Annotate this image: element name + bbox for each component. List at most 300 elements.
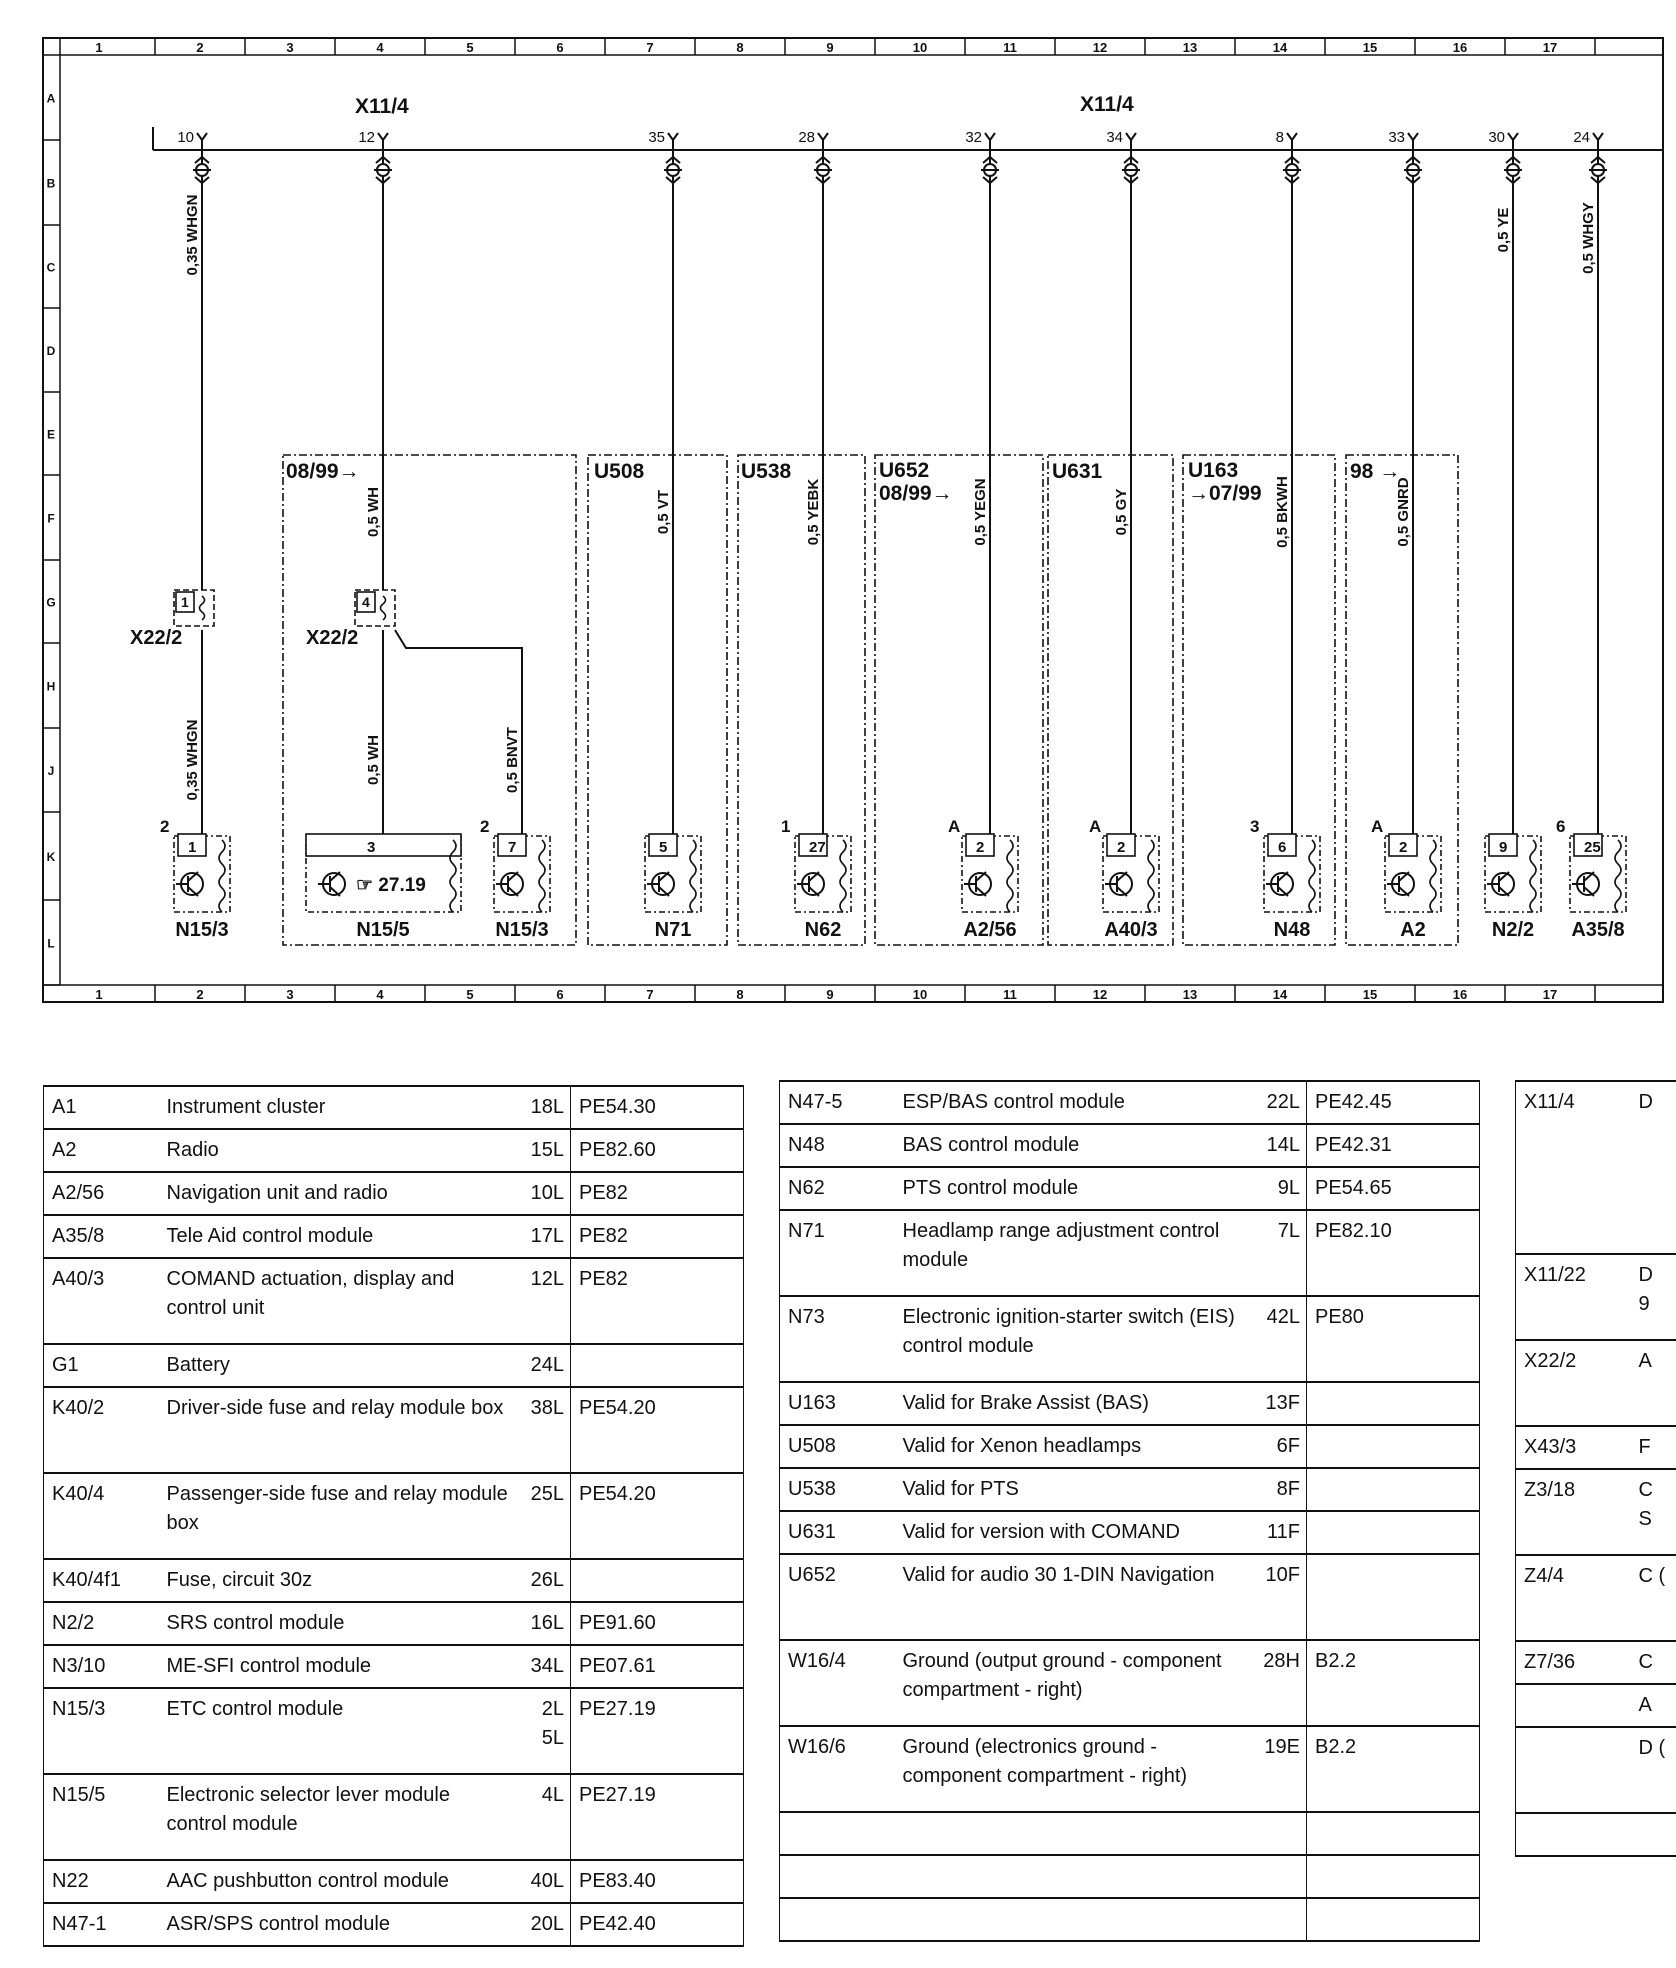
- legend-desc: ASR/SPS control module: [166, 1913, 390, 1935]
- component-pin-number: 3: [367, 839, 376, 856]
- legend-loc: 20L: [519, 1903, 571, 1946]
- component-pin-number: 2: [1117, 839, 1126, 856]
- legend-desc: Driver-side fuse and relay module box: [166, 1397, 504, 1419]
- legend-loc: 40L: [519, 1860, 571, 1903]
- legend-code: A2: [44, 1129, 159, 1172]
- legend-desc: A: [1638, 1350, 1652, 1372]
- legend-code: [1516, 1813, 1631, 1856]
- legend-loc: 15L: [519, 1129, 571, 1172]
- component-reference: ☞ 27.19: [356, 875, 426, 896]
- connector-pin-10: [177, 129, 211, 183]
- legend-code: N48: [780, 1124, 895, 1167]
- box-label-u652-date: 08/99→: [879, 482, 953, 505]
- legend-code: [780, 1855, 895, 1898]
- legend-row: [44, 1129, 744, 1172]
- grid-column-label: 13: [1182, 987, 1198, 1002]
- component-n62: [781, 817, 851, 941]
- grid-column-label: 10: [912, 987, 928, 1002]
- grid-column-label: 13: [1182, 40, 1198, 55]
- wire-label: 0,5 WHGY: [1580, 202, 1597, 274]
- legend-ref: PE54.20: [571, 1473, 744, 1559]
- legend-row: [44, 1903, 744, 1946]
- connector-pin-32: [965, 129, 999, 183]
- grid-column-label: 9: [826, 987, 834, 1002]
- legend-row: [1516, 1469, 1676, 1555]
- legend-desc: Ground (electronics ground - component compartment - right): [902, 1736, 1188, 1787]
- component-label: N2/2: [1491, 919, 1535, 941]
- connector-label-x11-4-right: X11/4: [1080, 93, 1134, 116]
- pins-layer: [130, 129, 1626, 941]
- legend-ref: PE82: [571, 1172, 744, 1215]
- connector-pin-34: [1106, 129, 1140, 183]
- legend-code: Z3/18: [1516, 1469, 1631, 1555]
- legend-loc: 10F: [1255, 1554, 1307, 1640]
- legend-row: [780, 1855, 1480, 1898]
- component-n2-2: [1485, 834, 1541, 941]
- wire-label: 0,5 GY: [1113, 488, 1130, 536]
- legend-code: A35/8: [44, 1215, 159, 1258]
- legend-loc: 10L: [519, 1172, 571, 1215]
- box-label-u652: U652: [879, 459, 930, 482]
- legend-ref: PE42.45: [1307, 1081, 1480, 1124]
- legend-loc: 26L: [519, 1559, 571, 1602]
- pin-number: 35: [648, 129, 665, 146]
- grid-row-label: F: [47, 511, 55, 526]
- wire-label: 0,5 YEGN: [972, 478, 989, 546]
- legend-desc: Radio: [166, 1139, 219, 1161]
- grid-column-label: 12: [1092, 40, 1108, 55]
- legend-ref: PE54.30: [571, 1086, 744, 1129]
- connector-pin-number: 4: [362, 594, 370, 610]
- component-a35-8: [1556, 817, 1626, 941]
- legend-ref: [1307, 1812, 1480, 1855]
- wire-label: 0,5 GNRD: [1395, 477, 1412, 547]
- legend-row: [780, 1124, 1480, 1167]
- legend-code: Z7/36: [1516, 1641, 1631, 1684]
- legend-desc: A: [1638, 1694, 1652, 1716]
- component-label: N15/3: [175, 919, 229, 941]
- component-lead-label: 2: [480, 817, 490, 836]
- legend-code: N73: [780, 1296, 895, 1382]
- legend-desc: C (: [1638, 1565, 1666, 1587]
- legend-loc: 7L: [1255, 1210, 1307, 1296]
- legend-ref: PE82.10: [1307, 1210, 1480, 1296]
- grid-column-label: 6: [556, 40, 564, 55]
- legend-row: [780, 1468, 1480, 1511]
- box-label-98: 98 →: [1350, 460, 1401, 483]
- box-label-08-99: 08/99→: [286, 460, 360, 483]
- legend-ref: PE07.61: [571, 1645, 744, 1688]
- grid-row-label: L: [47, 936, 55, 951]
- grid-column-label: 15: [1362, 987, 1378, 1002]
- legend-table-2: [779, 1080, 1480, 1942]
- legend-desc: F: [1638, 1436, 1651, 1458]
- component-label: A2/56: [963, 919, 1017, 941]
- grid-column-label: 10: [912, 40, 928, 55]
- grid-row-label: A: [46, 91, 56, 106]
- legend-code: X11/4: [1516, 1081, 1631, 1254]
- grid-column-label: 2: [196, 40, 204, 55]
- connector-pin-35: [648, 129, 682, 183]
- legend-desc: C: [1638, 1651, 1653, 1673]
- diagram-frame: [43, 38, 1663, 1002]
- legend-loc: 16L: [519, 1602, 571, 1645]
- legend-ref: [1307, 1511, 1480, 1554]
- legend-ref: PE54.65: [1307, 1167, 1480, 1210]
- grid-column-label: 3: [286, 987, 294, 1002]
- legend-code: N71: [780, 1210, 895, 1296]
- grid-column-label: 14: [1272, 987, 1288, 1002]
- legend-desc: Fuse, circuit 30z: [166, 1569, 313, 1591]
- legend-code: N47-1: [44, 1903, 159, 1946]
- grid-column-ruler-top: [95, 38, 1595, 55]
- connector-pin-8: [1276, 129, 1301, 183]
- legend-loc: 38L: [519, 1387, 571, 1473]
- pin-number: 28: [798, 129, 815, 146]
- connector-label-x22-2: X22/2: [306, 627, 359, 649]
- component-label: N48: [1273, 919, 1311, 941]
- pin-number: 12: [358, 129, 375, 146]
- legend-loc: 24L: [519, 1344, 571, 1387]
- component-n48: [1250, 817, 1320, 941]
- legend-loc: 6F: [1255, 1425, 1307, 1468]
- legend-desc: SRS control module: [166, 1612, 345, 1634]
- connector-label-x11-4-left: X11/4: [355, 95, 409, 118]
- legend-loc: 2L 5L: [519, 1688, 571, 1774]
- connector-label-x22-2: X22/2: [130, 627, 183, 649]
- grid-column-label: 16: [1452, 987, 1468, 1002]
- grid-column-label: 1: [95, 40, 103, 55]
- grid-row-label: E: [46, 427, 56, 442]
- box-label-u631: U631: [1052, 460, 1103, 483]
- legend-code: K40/4f1: [44, 1559, 159, 1602]
- legend-row: [44, 1688, 744, 1774]
- legend-code: X22/2: [1516, 1340, 1631, 1426]
- legend-code: K40/4: [44, 1473, 159, 1559]
- legend-row: [44, 1473, 744, 1559]
- grid-column-label: 17: [1542, 987, 1558, 1002]
- component-n15-5: [306, 834, 461, 941]
- connector-pin-number: 1: [181, 594, 189, 610]
- legend-desc: Valid for Xenon headlamps: [902, 1435, 1142, 1457]
- grid-column-label: 4: [376, 987, 384, 1002]
- legend-code: A1: [44, 1086, 159, 1129]
- connector-x22-2-b: [306, 590, 395, 649]
- legend-row: [1516, 1684, 1676, 1727]
- legend-desc: Passenger-side fuse and relay module box: [166, 1483, 508, 1534]
- legend-row: [44, 1086, 744, 1129]
- legend-loc: 42L: [1255, 1296, 1307, 1382]
- pin-number: 8: [1275, 129, 1284, 146]
- legend-ref: PE27.19: [571, 1688, 744, 1774]
- legend-desc: Instrument cluster: [166, 1096, 326, 1118]
- legend-loc: 22L: [1255, 1081, 1307, 1124]
- legend-code: [1516, 1727, 1631, 1813]
- option-box-labels: [286, 459, 1400, 505]
- legend-row: [780, 1812, 1480, 1855]
- component-pin-number: 2: [1399, 839, 1408, 856]
- wire-label-bottom: 0,35 WHGN: [184, 719, 201, 801]
- legend-loc: [1255, 1855, 1307, 1898]
- legend-row: [44, 1172, 744, 1215]
- grid-row-label: D: [46, 344, 56, 358]
- legend-desc: Tele Aid control module: [166, 1225, 374, 1247]
- pin-number: 10: [177, 129, 194, 146]
- legend-code: W16/6: [780, 1726, 895, 1812]
- box-label-u538: U538: [741, 460, 792, 483]
- component-n15-3-b: [480, 817, 550, 941]
- legend-loc: 9L: [1255, 1167, 1307, 1210]
- legend-code: X11/22: [1516, 1254, 1631, 1340]
- wire-label-bottom: 0,5 WH: [365, 734, 382, 786]
- box-label-u163: U163: [1188, 459, 1239, 482]
- legend-ref: PE91.60: [571, 1602, 744, 1645]
- component-pin-number: 6: [1278, 839, 1287, 856]
- legend-code: N3/10: [44, 1645, 159, 1688]
- legend-ref: PE82.60: [571, 1129, 744, 1172]
- legend-code: N2/2: [44, 1602, 159, 1645]
- grid-column-label: 7: [646, 987, 654, 1002]
- legend-desc: Valid for audio 30 1-DIN Navigation: [902, 1564, 1215, 1586]
- legend-loc: 8F: [1255, 1468, 1307, 1511]
- grid-column-label: 11: [1003, 987, 1017, 1002]
- legend-code: Z4/4: [1516, 1555, 1631, 1641]
- legend-loc: 13F: [1255, 1382, 1307, 1425]
- grid-column-label: 6: [556, 987, 564, 1002]
- component-n71: [645, 834, 701, 941]
- legend-row: [780, 1081, 1480, 1124]
- grid-row-label: J: [47, 764, 55, 778]
- legend-row: [780, 1726, 1480, 1812]
- legend-code: N47-5: [780, 1081, 895, 1124]
- legend-ref: [571, 1344, 744, 1387]
- legend-code: [780, 1812, 895, 1855]
- legend-desc: Valid for Brake Assist (BAS): [902, 1392, 1149, 1414]
- component-a40-3: [1089, 817, 1159, 941]
- component-label: N71: [654, 919, 692, 941]
- grid-column-label: 12: [1092, 987, 1108, 1002]
- component-pin-number: 7: [508, 839, 517, 856]
- legend-loc: [1255, 1812, 1307, 1855]
- legend-desc: [895, 1855, 1255, 1898]
- legend-code: N62: [780, 1167, 895, 1210]
- legend-code: U163: [780, 1382, 895, 1425]
- wire-label: 0,5 YE: [1495, 207, 1512, 253]
- legend-row: [44, 1645, 744, 1688]
- legend-desc: Valid for PTS: [902, 1478, 1019, 1500]
- legend-ref: PE82: [571, 1258, 744, 1344]
- grid-column-label: 1: [95, 987, 103, 1002]
- component-a2: [1371, 817, 1441, 941]
- wire-label: 0,5 BKWH: [1274, 476, 1291, 548]
- legend-ref: B2.2: [1307, 1640, 1480, 1726]
- legend-desc: [895, 1898, 1255, 1941]
- legend-loc: 11F: [1255, 1511, 1307, 1554]
- legend-row: [780, 1382, 1480, 1425]
- component-pin-number: 5: [659, 839, 668, 856]
- legend-code: [780, 1898, 895, 1941]
- legend-code: X43/3: [1516, 1426, 1631, 1469]
- grid-column-label: 9: [826, 40, 834, 55]
- legend-row: [1516, 1254, 1676, 1340]
- grid-column-label: 3: [286, 40, 294, 55]
- component-lead-label: 1: [781, 817, 791, 836]
- grid-column-ruler-bottom: [95, 985, 1595, 1002]
- component-label: N15/3: [495, 919, 549, 941]
- legend-row: [44, 1258, 744, 1344]
- legend-desc: COMAND actuation, display and control unit: [166, 1268, 455, 1319]
- legend-row: [1516, 1641, 1676, 1684]
- legend-code: N15/5: [44, 1774, 159, 1860]
- legend-code: W16/4: [780, 1640, 895, 1726]
- box-label-u508: U508: [594, 460, 645, 483]
- legend-code: U652: [780, 1554, 895, 1640]
- component-pin-number: 25: [1584, 839, 1601, 856]
- legend-loc: 4L: [519, 1774, 571, 1860]
- legend-row: [780, 1554, 1480, 1640]
- grid-row-label: K: [46, 850, 56, 864]
- legend-desc: C S: [1638, 1479, 1653, 1530]
- pin-number: 33: [1388, 129, 1405, 146]
- component-lead-label: 6: [1556, 817, 1566, 836]
- wire-label-top: 0,5 WH: [365, 486, 382, 538]
- connector-pin-33: [1388, 129, 1422, 183]
- legend-loc: 25L: [519, 1473, 571, 1559]
- component-lead-label: 3: [1250, 817, 1260, 836]
- legend-desc: Electronic ignition-starter switch (EIS) control module: [902, 1306, 1235, 1357]
- grid-row-label: C: [46, 260, 56, 275]
- legend-loc: 28H: [1255, 1640, 1307, 1726]
- legend-desc: AAC pushbutton control module: [166, 1870, 449, 1892]
- legend-code: U538: [780, 1468, 895, 1511]
- legend-ref: PE42.40: [571, 1903, 744, 1946]
- legend-desc: ESP/BAS control module: [902, 1091, 1125, 1113]
- legend-ref: [1307, 1855, 1480, 1898]
- component-label: N15/5: [356, 919, 410, 941]
- component-a2-56: [948, 817, 1018, 941]
- legend-ref: PE80: [1307, 1296, 1480, 1382]
- box-label-u163-date: →07/99: [1188, 482, 1262, 505]
- component-label: A40/3: [1104, 919, 1158, 941]
- legend-row: [1516, 1813, 1676, 1856]
- grid-row-label: H: [46, 679, 56, 694]
- component-label: N62: [804, 919, 842, 941]
- legend-row: [44, 1774, 744, 1860]
- legend-desc: D 9: [1638, 1264, 1653, 1315]
- legend-code: U508: [780, 1425, 895, 1468]
- grid-row-label: G: [46, 595, 56, 610]
- legend-ref: PE83.40: [571, 1860, 744, 1903]
- legend-row: [44, 1559, 744, 1602]
- grid-row-label: B: [46, 176, 56, 191]
- legend-row: [780, 1167, 1480, 1210]
- legend-desc: Battery: [166, 1354, 230, 1376]
- grid-column-label: 4: [376, 40, 384, 55]
- grid-column-label: 2: [196, 987, 204, 1002]
- legend-ref: PE42.31: [1307, 1124, 1480, 1167]
- legend-row: [780, 1640, 1480, 1726]
- legend-code: [1516, 1684, 1631, 1727]
- legend-desc: Electronic selector lever module control module: [166, 1784, 450, 1835]
- legend-desc: Valid for version with COMAND: [902, 1521, 1180, 1543]
- grid-column-label: 14: [1272, 40, 1288, 55]
- legend-loc: [1255, 1898, 1307, 1941]
- legend-desc: [1631, 1813, 1676, 1856]
- legend-loc: 18L: [519, 1086, 571, 1129]
- legend-row: [44, 1387, 744, 1473]
- legend-table-1: [43, 1085, 744, 1947]
- legend-row: [44, 1215, 744, 1258]
- legend-ref: [1307, 1382, 1480, 1425]
- legend-row: [1516, 1727, 1676, 1813]
- legend-row: [44, 1344, 744, 1387]
- legend-desc: [895, 1812, 1255, 1855]
- legend-row: [1516, 1340, 1676, 1426]
- connector-bus: [153, 127, 1663, 150]
- pin-number: 24: [1573, 129, 1590, 146]
- legend-desc: Ground (output ground - component compartment - right): [902, 1650, 1222, 1701]
- grid-column-label: 16: [1452, 40, 1468, 55]
- legend-desc: ETC control module: [166, 1698, 344, 1720]
- connector-pin-24: [1573, 129, 1607, 183]
- wire-label-branch: 0,5 BNVT: [504, 727, 521, 793]
- component-pin-number: 9: [1499, 839, 1508, 856]
- legend-ref: [571, 1559, 744, 1602]
- pin-number: 30: [1488, 129, 1505, 146]
- legend-code: A40/3: [44, 1258, 159, 1344]
- component-pin-number: 27: [809, 839, 826, 856]
- legend-desc: D: [1638, 1091, 1653, 1113]
- legend-code: G1: [44, 1344, 159, 1387]
- pin-number: 34: [1106, 129, 1123, 146]
- component-label: A35/8: [1571, 919, 1625, 941]
- legend-row: [780, 1898, 1480, 1941]
- legend-ref: B2.2: [1307, 1726, 1480, 1812]
- legend-row: [780, 1425, 1480, 1468]
- legend-ref: [1307, 1554, 1480, 1640]
- component-pin-number: 2: [976, 839, 985, 856]
- grid-column-label: 8: [736, 987, 744, 1002]
- legend-code: N22: [44, 1860, 159, 1903]
- legend-ref: PE27.19: [571, 1774, 744, 1860]
- legend-ref: [1307, 1898, 1480, 1941]
- connector-pin-30: [1488, 129, 1522, 183]
- legend-row: [1516, 1555, 1676, 1641]
- legend-desc: Headlamp range adjustment control module: [902, 1220, 1220, 1271]
- grid-column-label: 11: [1003, 40, 1017, 55]
- component-label: A2: [1400, 919, 1426, 941]
- pin-number: 32: [965, 129, 982, 146]
- grid-column-label: 7: [646, 40, 654, 55]
- connector-pin-12: [358, 129, 392, 183]
- legend-code: N15/3: [44, 1688, 159, 1774]
- legend-row: [780, 1511, 1480, 1554]
- grid-column-label: 5: [466, 40, 474, 55]
- legend-code: K40/2: [44, 1387, 159, 1473]
- legend-row: [780, 1210, 1480, 1296]
- legend-ref: [1307, 1468, 1480, 1511]
- legend-loc: 12L: [519, 1258, 571, 1344]
- component-n15-3-a: [160, 817, 230, 941]
- legend-row: [44, 1860, 744, 1903]
- legend-ref: PE54.20: [571, 1387, 744, 1473]
- legend-loc: 19E: [1255, 1726, 1307, 1812]
- legend-desc: BAS control module: [902, 1134, 1080, 1156]
- component-lead-label: A: [1089, 817, 1102, 836]
- wire-label: 0,5 YEBK: [805, 478, 822, 546]
- grid-column-label: 15: [1362, 40, 1378, 55]
- legend-row: [1516, 1426, 1676, 1469]
